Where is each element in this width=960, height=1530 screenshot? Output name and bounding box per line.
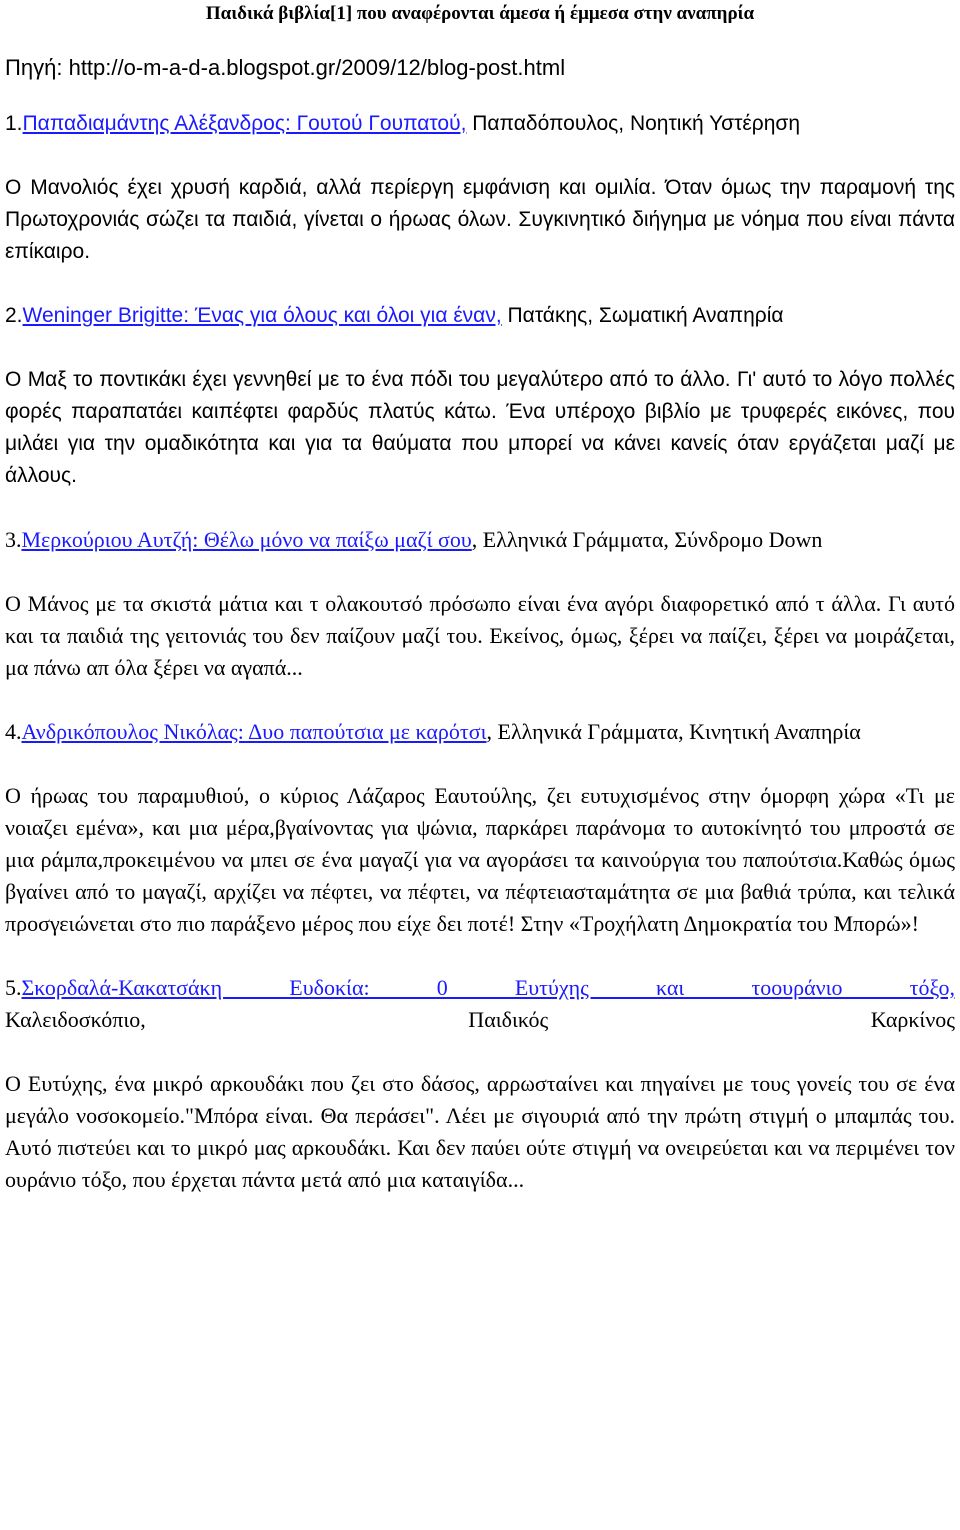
book-link[interactable]: Παπαδιαμάντης Αλέξανδρος: Γουτού Γουπατού,: [22, 112, 467, 135]
book-entry-4: [5, 716, 955, 940]
book-link[interactable]: Μερκούριου Αυτζή: Θέλω μόνο να παίξω μαζί σου: [21, 527, 472, 552]
entry-number: 1.: [5, 112, 23, 135]
book-entry-3: [5, 524, 955, 684]
entry-description: Ο Μάνος με τα σκιστά μάτια και τ ολακουτσό πρόσωπο είναι ένα αγόρι διαφορετικό από τ άλλα. Γι αυτό και τα παιδιά της γειτονιάς του δεν παίζουν μαζί του. Εκείνος, όμως, ξέρει να παίζει, ξέρει να μοιράζεται, μα πάνω απ όλα ξέρει να αγαπά...: [5, 591, 955, 680]
entry-description: Ο Μανολιός έχει χρυσή καρδιά, αλλά περίεργη εμφάνιση και ομιλία. Όταν όμως την παραμονή της Πρωτοχρονιάς σώζει τα παιδιά, γίνεται ο ήρωας όλων. Συγκινητικό διήγημα με νόημα που είναι πάντα επίκαιρο.: [5, 176, 955, 263]
book-entry-1: [5, 108, 955, 268]
book-link[interactable]: Ανδρικόπουλος Νικόλας: Δυο παπούτσια με καρότσι: [21, 719, 487, 744]
publisher-category: , Ελληνικά Γράμματα, Κινητική Αναπηρία: [486, 719, 861, 744]
entry-description: Ο Μαξ το ποντικάκι έχει γεννηθεί με το ένα πόδι του μεγαλύτερο από το άλλο. Γι' αυτό το λόγο πολλές φορές παραπατάει καιπέφτει φαρδύς πλατύς κάτω. Ένα υπέροχο βιβλίο με τρυφερές εικόνες, που μιλάει για την ομαδικότητα και για τα θαύματα που μπορεί να κάνει κανείς όταν εργάζεται μαζί με άλλους.: [5, 368, 955, 487]
entry-description: Ο ήρωας του παραμυθιού, ο κύριος Λάζαρος Εαυτούλης, ζει ευτυχισμένος στην όμορφη χώρα «Τι με νοιαζει εμένα», και μια μέρα,βγαίνοντας για ψώνια, παρκάρει παράνομα το αυτοκίνητό του μπροστά σε μια ράμπα,προκειμένου να μπει σε ένα μαγαζί για να αγοράσει τα καινούργια του παπούτσια.Καθώς όμως βγαίνει από το μαγαζί, αρχίζει να πέφτει, να πέφτει, να πέφτειασταμάτητα σε μια βαθιά τρύπα, και τελικά προσγειώνεται στο πιο παράξενο μέρος που είχε δει ποτέ! Στην «Τροχήλατη Δημοκρατία του Μπορώ»!: [5, 783, 955, 936]
book-link[interactable]: Weninger Brigitte: Ένας για όλους και όλοι για έναν,: [22, 304, 502, 327]
book-entry-5: [5, 972, 955, 1196]
entry-heading: [5, 524, 955, 556]
entry-heading: [5, 108, 955, 140]
book-entry-2: [5, 300, 955, 492]
entry-number: 3.: [5, 527, 22, 552]
publisher-category: Παπαδόπουλος, Νοητική Υστέρηση: [466, 112, 801, 135]
publisher-category: Καλειδοσκόπιο, Παιδικός Καρκίνος: [5, 1007, 955, 1032]
entry-description: Ο Ευτύχης, ένα μικρό αρκουδάκι που ζει στο δάσος, αρρωσταίνει και πηγαίνει με τους γονείς του σε ένα μεγάλο νοσοκομείο."Μπόρα είναι. Θα περάσει". Λέει με σιγουριά από την πρώτη στιγμή ο μπαμπάς του. Αυτό πιστεύει και το μικρό μας αρκουδάκι. Και δεν παύει ούτε στιγμή να ονειρεύεται και να περιμένει τον ουράνιο τόξο, που έρχεται πάντα μετά από μια καταιγίδα...: [5, 1071, 955, 1192]
entry-heading: [5, 716, 955, 748]
publisher-category: Πατάκης, Σωματική Αναπηρία: [501, 304, 784, 327]
entry-number: 5.: [5, 975, 22, 1000]
entry-heading: [5, 972, 955, 1036]
source-line: Πηγή: http://o-m-a-d-a.blogspot.gr/2009/12/blog-post.html: [5, 55, 566, 80]
publisher-category: , Ελληνικά Γράμματα, Σύνδρομο Down: [471, 527, 823, 552]
entry-number: 4.: [5, 719, 22, 744]
document-title: Παιδικά βιβλία[1] που αναφέρονται άμεσα ή έμμεσα στην αναπηρία: [205, 3, 755, 24]
book-link[interactable]: Σκορδαλά-Κακατσάκη Ευδοκία: 0 Ευτύχης και τοουράνιο τόξο,: [21, 975, 955, 1000]
entry-heading: [5, 300, 955, 332]
entry-number: 2.: [5, 304, 23, 327]
